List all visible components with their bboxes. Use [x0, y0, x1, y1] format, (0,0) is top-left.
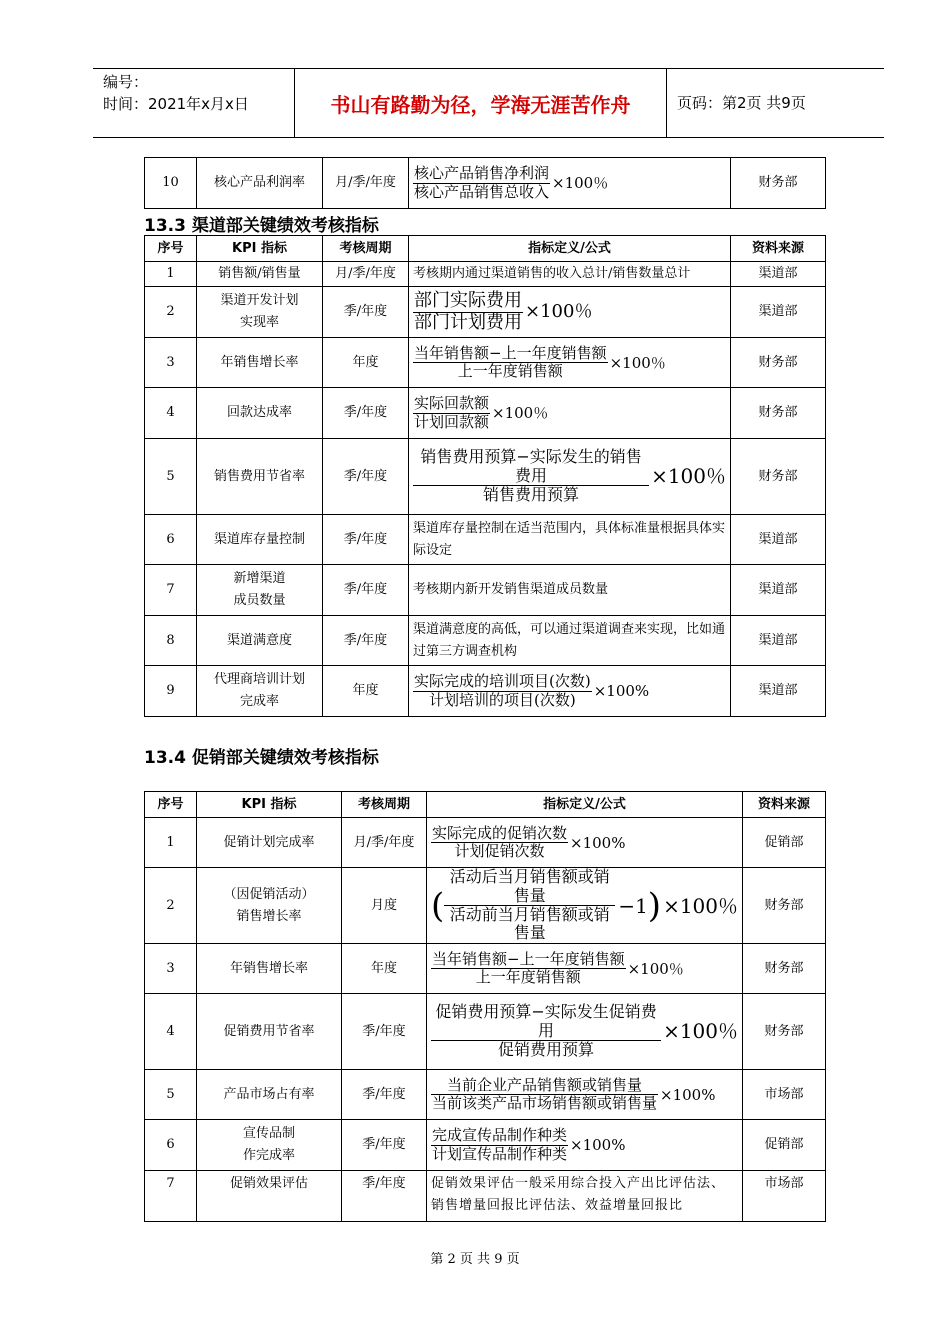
row-kpi: 销售费用节省率 — [197, 439, 323, 515]
row-period: 季/年度 — [323, 565, 409, 616]
table-row — [145, 1070, 826, 1120]
formula-denominator: 活动前当月销售额或销售量 — [449, 905, 610, 943]
row-kpi: 渠道库存量控制 — [197, 515, 323, 565]
row-period: 年度 — [323, 666, 409, 717]
table-header-row — [145, 792, 826, 818]
row-no: 5 — [145, 439, 197, 515]
kpi-line-2: 销售增长率 — [236, 908, 302, 924]
row-definition: 渠道库存量控制在适当范围内，具体标准量根据具体实际设定 — [409, 515, 731, 565]
row-no: 4 — [145, 388, 197, 439]
formula-denominator: 核心产品销售总收入 — [414, 182, 550, 201]
formula-denominator: 计划宣传品制作种类 — [432, 1144, 568, 1163]
row-period: 年度 — [323, 338, 409, 388]
row-period: 季/年度 — [323, 388, 409, 439]
row-source: 财务部 — [743, 944, 826, 994]
formula-denominator: 促销费用预算 — [498, 1040, 595, 1060]
row-formula — [427, 1070, 743, 1120]
row-period: 季/年度 — [342, 994, 427, 1070]
row-definition: 渠道满意度的高低，可以通过渠道调查来实现，比如通过第三方调查机构 — [409, 616, 731, 666]
row-no: 6 — [145, 1120, 197, 1171]
formula-denominator: 计划回款额 — [414, 412, 490, 431]
table-row — [145, 944, 826, 994]
formula-numerator: 实际回款额 — [414, 394, 490, 413]
row-kpi — [197, 565, 323, 616]
table-row — [145, 515, 826, 565]
header-meta — [103, 71, 249, 115]
table-row — [145, 262, 826, 287]
kpi-line-1: （因促销活动） — [223, 886, 315, 902]
formula-multiplier: ×100% — [593, 682, 650, 700]
table-row — [145, 439, 826, 515]
row-no: 1 — [145, 818, 197, 868]
col-header-period: 考核周期 — [323, 236, 409, 262]
kpi-line-2: 实现率 — [239, 315, 279, 330]
formula-numerator: 销售费用预算−实际发生的销售费用 — [413, 448, 649, 486]
formula-numerator: 完成宣传品制作种类 — [432, 1126, 568, 1145]
table-row — [145, 1120, 826, 1171]
formula-minus-one: −1 — [618, 893, 648, 918]
row-no: 2 — [145, 868, 197, 944]
row-kpi: 促销费用节省率 — [197, 994, 342, 1070]
formula-numerator: 当年销售额−上一年度销售额 — [432, 949, 625, 968]
row-kpi: 核心产品利润率 — [197, 158, 323, 209]
section-13-3-title: 13.3 渠道部关键绩效考核指标 — [144, 216, 379, 236]
formula-numerator: 部门实际费用 — [414, 289, 522, 311]
row-no: 7 — [145, 1171, 197, 1222]
row-period: 季/年度 — [323, 287, 409, 338]
kpi-line-1: 渠道开发计划 — [220, 293, 299, 308]
kpi-line-2: 成员数量 — [233, 593, 286, 608]
col-header-kpi: KPI 指标 — [197, 792, 342, 818]
formula-denominator: 计划促销次数 — [454, 842, 545, 860]
row-source: 财务部 — [743, 868, 826, 944]
formula-multiplier: ×100% — [570, 833, 626, 852]
table-row — [145, 818, 826, 868]
row-source: 渠道部 — [731, 262, 826, 287]
row-source: 渠道部 — [731, 666, 826, 717]
close-paren-glyph: ) — [647, 885, 662, 926]
formula-multiplier: ×100% — [570, 1136, 626, 1154]
open-paren-glyph: ( — [431, 885, 445, 926]
formula-multiplier: ×100％ — [663, 893, 738, 918]
row-source: 渠道部 — [731, 565, 826, 616]
row-no: 10 — [145, 158, 197, 209]
row-period: 季/年度 — [342, 1120, 427, 1171]
formula-denominator: 上一年度销售额 — [475, 968, 581, 986]
formula-denominator: 部门计划费用 — [414, 311, 522, 333]
col-header-def: 指标定义/公式 — [409, 236, 731, 262]
col-header-kpi: KPI 指标 — [197, 236, 323, 262]
row-formula — [409, 158, 731, 209]
col-header-period: 考核周期 — [342, 792, 427, 818]
table-row — [145, 616, 826, 666]
table-row — [145, 338, 826, 388]
row-source: 市场部 — [743, 1070, 826, 1120]
formula-numerator: 当前企业产品销售额或销售量 — [431, 1077, 658, 1095]
formula-multiplier: ×100％ — [525, 301, 593, 322]
formula-multiplier: ×100％ — [651, 464, 726, 489]
row-kpi: 促销效果评估 — [197, 1171, 342, 1222]
table-row — [145, 994, 826, 1070]
row-no: 7 — [145, 565, 197, 616]
row-no: 8 — [145, 616, 197, 666]
row-source: 财务部 — [731, 338, 826, 388]
formula-multiplier: ×100％ — [663, 1019, 738, 1044]
row-period: 月度 — [342, 868, 427, 944]
header-page-label: 页码：第2页 共9页 — [677, 94, 806, 112]
row-kpi — [197, 868, 342, 944]
row-source: 财务部 — [731, 439, 826, 515]
section-13-4-title: 13.4 促销部关键绩效考核指标 — [144, 748, 379, 768]
row-source: 财务部 — [731, 388, 826, 439]
page-header — [93, 68, 884, 138]
row-no: 2 — [145, 287, 197, 338]
row-kpi — [197, 1120, 342, 1171]
row-source: 市场部 — [743, 1171, 826, 1222]
row-formula — [409, 287, 731, 338]
row-source: 渠道部 — [731, 287, 826, 338]
row-kpi: 年销售增长率 — [197, 944, 342, 994]
row-definition: 考核期内新开发销售渠道成员数量 — [409, 565, 731, 616]
row-period: 月/季/年度 — [342, 818, 427, 868]
formula-numerator: 促销费用预算−实际发生促销费用 — [431, 1003, 661, 1041]
row-period: 季/年度 — [342, 1070, 427, 1120]
kpi-line-1: 宣传品制 — [242, 1126, 295, 1141]
formula-multiplier: ×100％ — [627, 959, 684, 978]
table-header-row — [145, 236, 826, 262]
row-kpi: 回款达成率 — [197, 388, 323, 439]
row-formula — [427, 1120, 743, 1171]
row-source: 财务部 — [731, 158, 826, 209]
col-header-src: 资料来源 — [743, 792, 826, 818]
col-header-src: 资料来源 — [731, 236, 826, 262]
row-period: 月/季/年度 — [323, 158, 409, 209]
row-source: 渠道部 — [731, 515, 826, 565]
row-no: 3 — [145, 944, 197, 994]
row-no: 5 — [145, 1070, 197, 1120]
row-formula — [409, 388, 731, 439]
kpi-line-2: 作完成率 — [242, 1148, 295, 1163]
row-definition: 考核期内通过渠道销售的收入总计/销售数量总计 — [409, 262, 731, 287]
time-label: 时间：2021年x月x日 — [103, 95, 249, 113]
row-period: 年度 — [342, 944, 427, 994]
row-kpi: 渠道满意度 — [197, 616, 323, 666]
row-formula — [427, 868, 743, 944]
formula-denominator: 计划培训的项目(次数) — [429, 690, 576, 709]
formula-denominator: 销售费用预算 — [483, 485, 580, 505]
row-formula — [427, 818, 743, 868]
formula-numerator: 活动后当月销售额或销售量 — [444, 868, 615, 906]
formula-multiplier: ×100% — [660, 1085, 716, 1104]
row-formula — [409, 439, 731, 515]
row-kpi: 销售额/销售量 — [197, 262, 323, 287]
row-source: 财务部 — [743, 994, 826, 1070]
row-period: 季/年度 — [323, 515, 409, 565]
promotion-kpi-table — [144, 791, 826, 1222]
col-header-no: 序号 — [145, 236, 197, 262]
formula-multiplier: ×100％ — [492, 404, 549, 422]
formula-denominator: 上一年度销售额 — [457, 362, 563, 380]
header-motto: 书山有路勤为径，学海无涯苦作舟 — [330, 93, 631, 117]
row-kpi — [197, 287, 323, 338]
kpi-line-2: 完成率 — [239, 694, 279, 709]
row-no: 4 — [145, 994, 197, 1070]
channel-kpi-table — [144, 235, 826, 717]
row-formula — [409, 666, 731, 717]
row-no: 3 — [145, 338, 197, 388]
row-no: 9 — [145, 666, 197, 717]
page-footer: 第 2 页 共 9 页 — [430, 1252, 520, 1267]
row-formula — [409, 338, 731, 388]
kpi-line-1: 代理商培训计划 — [213, 672, 305, 687]
row-kpi — [197, 666, 323, 717]
table-row — [145, 868, 826, 944]
table-row — [145, 287, 826, 338]
table-row — [145, 158, 826, 209]
header-divider — [666, 69, 667, 137]
kpi-line-1: 新增渠道 — [233, 571, 286, 586]
row-source: 促销部 — [743, 1120, 826, 1171]
row-definition: 促销效果评估一般采用综合投入产出比评估法、销售增量回报比评估法、效益增量回报比 — [427, 1171, 743, 1222]
row-kpi: 产品市场占有率 — [197, 1070, 342, 1120]
row-formula — [427, 994, 743, 1070]
formula-numerator: 核心产品销售净利润 — [414, 164, 550, 183]
row-kpi: 年销售增长率 — [197, 338, 323, 388]
formula-numerator: 当年销售额−上一年度销售额 — [414, 343, 607, 362]
row-no: 1 — [145, 262, 197, 287]
row-source: 促销部 — [743, 818, 826, 868]
table-row — [145, 565, 826, 616]
row-period: 季/年度 — [342, 1171, 427, 1222]
formula-denominator: 当前该类产品市场销售额或销售量 — [432, 1094, 658, 1112]
formula-multiplier: ×100％ — [552, 174, 609, 192]
row-period: 月/季/年度 — [323, 262, 409, 287]
row-period: 季/年度 — [323, 439, 409, 515]
formula-multiplier: ×100％ — [609, 353, 666, 372]
col-header-no: 序号 — [145, 792, 197, 818]
formula-numerator: 实际完成的促销次数 — [432, 823, 568, 842]
row-source: 渠道部 — [731, 616, 826, 666]
prev-table — [144, 157, 826, 209]
row-formula — [427, 944, 743, 994]
table-row — [145, 388, 826, 439]
code-label: 编号： — [103, 73, 149, 91]
formula-numerator: 实际完成的培训项目(次数) — [414, 672, 591, 691]
table-row — [145, 1171, 826, 1222]
row-kpi: 促销计划完成率 — [197, 818, 342, 868]
row-no: 6 — [145, 515, 197, 565]
row-period: 季/年度 — [323, 616, 409, 666]
col-header-def: 指标定义/公式 — [427, 792, 743, 818]
table-row — [145, 666, 826, 717]
